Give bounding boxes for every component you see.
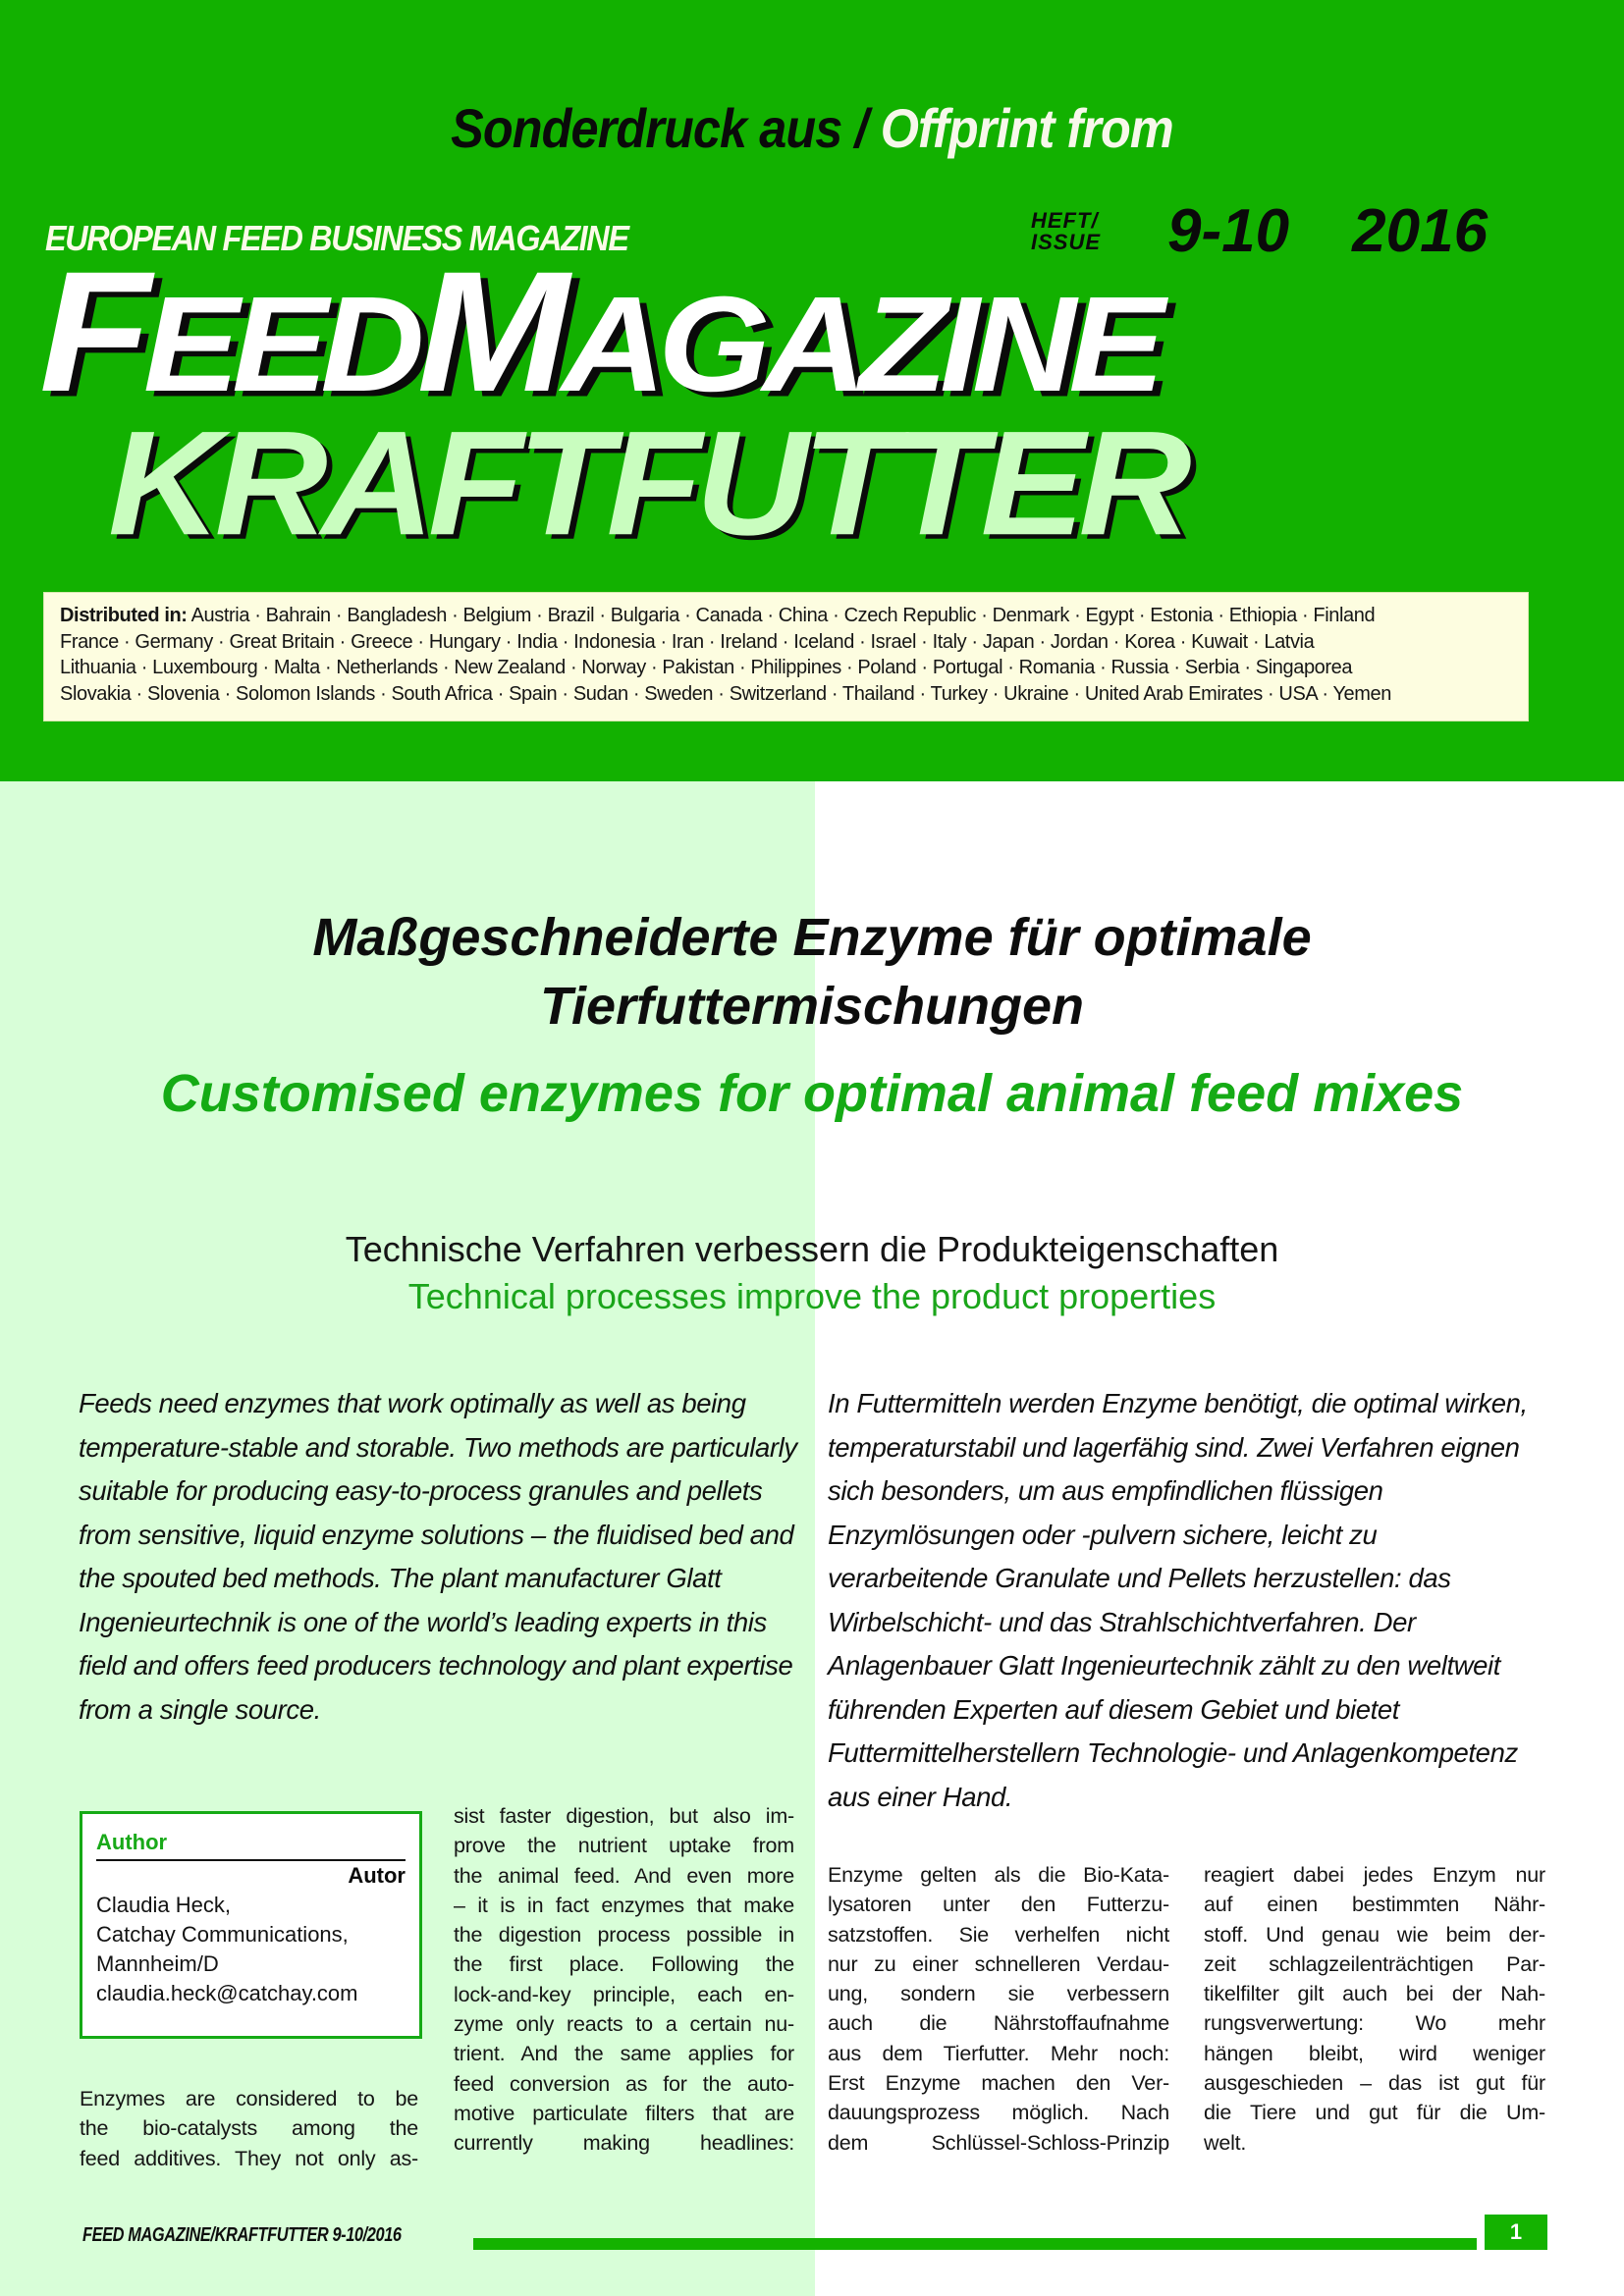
body-column-german-1 <box>828 1860 1169 2158</box>
logo-kraftfutter: KRAFTFUTTER <box>108 400 1186 566</box>
intro-english: Feeds need enzymes that work optimally as well as being temperature-stable and storable. Two methods are particularly suitable for producing easy-to-process granules and pellets from sensitive, liquid enzyme solutions – the fluidised bed and the spouted bed methods. The plant manufacturer Glatt Ingenieurtechnik is one of the world’s leading experts in this field and offers feed producers technology and plant expertise from a single source. <box>79 1388 797 1725</box>
footer-publication: FEED MAGAZINE/KRAFTFUTTER 9-10/2016 <box>82 2224 402 2246</box>
body-column-english-1 <box>80 2084 418 2173</box>
body-line: dem Schlüssel-Schloss-Prinzip <box>828 2130 1169 2155</box>
body-line: lysatoren unter den Futterzu- <box>828 1893 1169 1917</box>
body-line: ung, sondern sie verbessern <box>828 1982 1169 2006</box>
distribution-box <box>43 592 1529 721</box>
author-location: Mannheim/D <box>96 1951 219 1976</box>
title-german-line: Tierfuttermischungen <box>539 977 1085 1036</box>
body-line: welt. <box>1204 2130 1247 2155</box>
body-line: stoff. Und genau wie beim der- <box>1204 1922 1545 1947</box>
article-subtitle-german: Technische Verfahren verbessern die Produkteigenschaften <box>345 1229 1279 1269</box>
logo-eed: EED <box>142 267 417 420</box>
body-line: dauungsprozess möglich. Nach <box>828 2101 1169 2125</box>
body-column-german-2 <box>1204 1860 1545 2158</box>
body-line: lock-and-key principle, each en- <box>454 1982 794 2006</box>
body-line: hängen bleibt, wird weniger <box>1204 2041 1545 2065</box>
body-column-english-2 <box>454 1801 794 2159</box>
author-name: Claudia Heck, <box>96 1893 231 1917</box>
masthead-header <box>0 0 1624 781</box>
body-line: prove the nutrient uptake from <box>454 1834 794 1858</box>
body-line: Enzyme gelten als die Bio-Kata- <box>828 1863 1169 1887</box>
author-label-english: Author <box>96 1830 406 1861</box>
intro-german: In Futtermitteln werden Enzyme benötigt, die optimal wirken, temperaturstabil und lagerfähig sind. Zwei Verfahren eignen sich besonders, um aus empfindlichen flüssigen Enzymlösungen oder -pulvern sichere, leicht zu verarbeitende Granulate und Pellets herzustellen: das Wirbelschicht- und das Strahlschichtverfahren. Der Anlagenbauer Glatt Ingenieurtechnik zählt zu den weltweit führenden Experten auf diesem Gebiet und bietet Futtermittelherstellern Technologie- und Anlagenkompetenz aus einer Hand. <box>828 1388 1528 1812</box>
body-line: sist faster digestion, but also im- <box>454 1804 794 1828</box>
body-line: rungsverwertung: Wo mehr <box>1204 2011 1545 2036</box>
article-title-german <box>0 903 1624 1041</box>
kicker-separator: / <box>841 97 881 159</box>
body-line: auch die Nährstoffaufnahme <box>828 2011 1169 2036</box>
body-line: trient. And the same applies for <box>454 2042 794 2066</box>
body-line: currently making headlines: <box>454 2131 794 2156</box>
issue-number: 9-10 <box>1167 197 1290 265</box>
body-line: die Tiere und gut für die Um- <box>1204 2101 1545 2125</box>
distribution-line <box>60 603 1512 629</box>
logo-letter-f: F <box>39 236 143 428</box>
body-line: Enzymes are considered to be <box>80 2087 418 2110</box>
distribution-line: Lithuania · Luxembourg · Malta · Netherlands · New Zealand · Norway · Pakistan · Philippines · Poland · Portugal · Romania · Russia · Serbia · Singaporea <box>60 657 1353 678</box>
issue-label-issue: ISSUE <box>1031 229 1102 254</box>
body-line: aus dem Tierfutter. Mehr noch: <box>828 2041 1169 2065</box>
kicker-german: Sonderdruck aus <box>451 97 842 159</box>
distribution-label: Distributed in: <box>60 605 188 626</box>
body-line: zyme only reacts to a certain nu- <box>454 2012 794 2037</box>
body-line: zeit schlagzeilenträchtigen Par- <box>1204 1951 1545 1976</box>
title-german-line: Maßgeschneiderte Enzyme für optimale <box>312 908 1312 967</box>
body-line: the first place. Following the <box>454 1952 794 1977</box>
author-label-german: Autor <box>348 1863 406 1888</box>
issue-label-heft: HEFT/ <box>1031 207 1099 233</box>
logo-letter-m: M <box>416 236 562 428</box>
article-subtitle-english: Technical processes improve the product properties <box>407 1276 1217 1316</box>
magazine-tagline: EUROPEAN FEED BUSINESS MAGAZINE <box>45 218 628 258</box>
body-line: the bio-catalysts among the <box>80 2116 418 2141</box>
distribution-line: Slovakia · Slovenia · Solomon Islands · South Africa · Spain · Sudan · Sweden · Switzerland · Thailand · Turkey · Ukraine · United Arab Emirates · USA · Yemen <box>60 682 1391 705</box>
kicker-english: Offprint from <box>880 97 1173 159</box>
author-company: Catchay Communications, <box>96 1922 349 1947</box>
footer-divider <box>473 2238 1477 2250</box>
body-line: tikelfilter gilt auch bei der Nah- <box>1204 1982 1545 2006</box>
author-box <box>80 1811 422 2039</box>
distribution-line: France · Germany · Great Britain · Greece · Hungary · India · Indonesia · Iran · Ireland · Iceland · Israel · Italy · Japan · Jordan · Korea · Kuwait · Latvia <box>60 630 1315 653</box>
body-line: feed conversion as for the auto- <box>454 2071 794 2096</box>
distribution-countries: Austria · Bahrain · Bangladesh · Belgium · Brazil · Bulgaria · Canada · China · Czech Republic · Denmark · Egypt · Estonia · Ethiopia · Finland <box>187 605 1376 626</box>
body-line: auf einen bestimmten Nähr- <box>1204 1893 1545 1917</box>
body-line: nur zu einer schnelleren Verdau- <box>828 1951 1169 1976</box>
offprint-kicker <box>81 96 1543 160</box>
article-title-english: Customised enzymes for optimal animal feed mixes <box>160 1064 1464 1123</box>
issue-label <box>1031 207 1102 254</box>
issue-year: 2016 <box>1352 197 1489 265</box>
body-line: the animal feed. And even more <box>454 1863 794 1888</box>
body-line: reagiert dabei jedes Enzym nur <box>1204 1863 1545 1887</box>
body-line: feed additives. They not only as- <box>80 2146 418 2170</box>
body-line: motive particulate filters that are <box>454 2101 794 2125</box>
body-line: – it is in fact enzymes that make <box>454 1893 794 1917</box>
body-line: Erst Enzyme machen den Ver- <box>828 2071 1169 2096</box>
body-line: the digestion process possible in <box>454 1923 794 1948</box>
body-line: satzstoffen. Sie verhelfen nicht <box>828 1922 1169 1947</box>
logo-agazine: AGAZINE <box>561 267 1158 420</box>
page-number: 1 <box>1485 2215 1547 2250</box>
body-line: ausgeschieden – das ist gut für <box>1204 2071 1545 2096</box>
author-email[interactable]: claudia.heck@catchay.com <box>96 1981 358 2005</box>
